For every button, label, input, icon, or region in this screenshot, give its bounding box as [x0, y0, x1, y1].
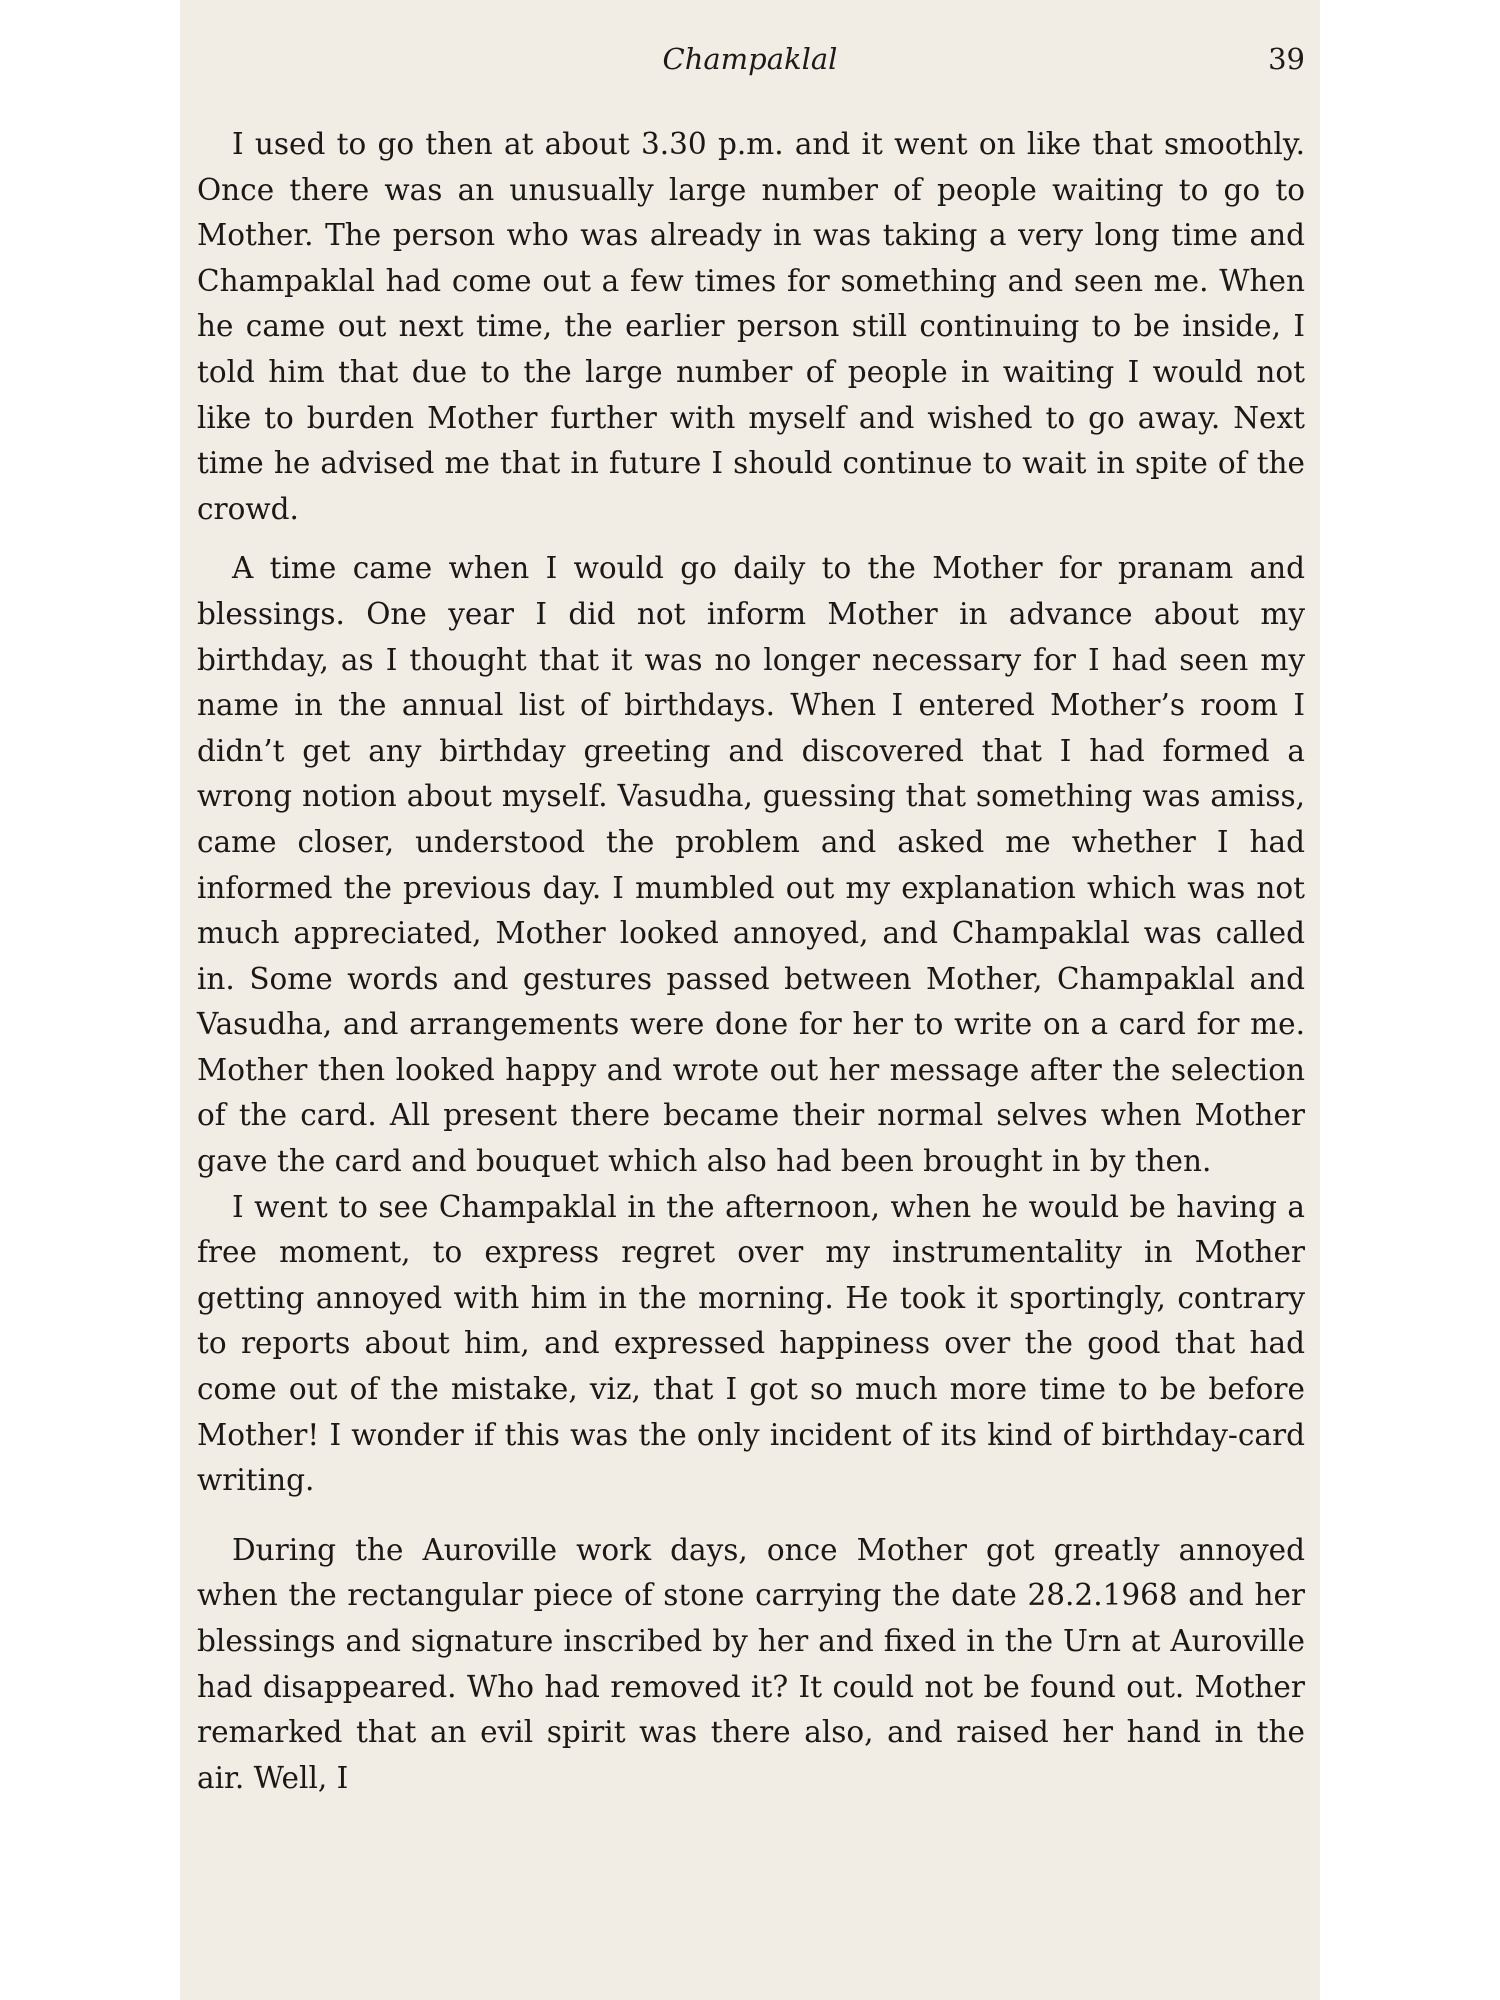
body-text: [197, 122, 1305, 1801]
book-page: [180, 0, 1320, 2000]
paragraph: A time came when I would go daily to the Mother for pranam and blessings. One year I did not inform Mother in advance about my birthday, as I thought that it was no longer necessary for I had seen my name in the annual list of birthdays. When I entered Mother’s room I didn’t get any birthday greeting and discovered that I had formed a wrong notion about myself. Vasudha, guessing that something was amiss, came closer, understood the problem and asked me whether I had informed the previous day. I mumbled out my explanation which was not much appreciated, Mother looked annoyed, and Champaklal was called in. Some words and gestures passed between Mother, Champaklal and Vasudha, and arrangements were done for her to write on a card for me. Mother then looked happy and wrote out her message after the selection of the card. All present there became their normal selves when Mother gave the card and bouquet which also had been brought in by then.: [197, 551, 1305, 1179]
page-header: [180, 36, 1320, 86]
running-title: Champaklal: [662, 42, 838, 76]
page-number: 39: [1268, 42, 1305, 76]
paragraph: During the Auroville work days, once Mother got greatly annoyed when the rectangular piece of stone carrying the date 28.2.1968 and her blessings and signature inscribed by her and fixed in the Urn at Auroville had disappeared. Who had removed it? It could not be found out. Mother remarked that an evil spirit was there also, and raised her hand in the air. Well, I: [197, 1532, 1305, 1795]
paragraph: I used to go then at about 3.30 p.m. and it went on like that smoothly. Once there was an unusually large number of people waiting to go to Mother. The person who was already in was taking a very long time and Champaklal had come out a few times for something and seen me. When he came out next time, the earlier person still continuing to be inside, I told him that due to the large number of people in waiting I would not like to burden Mother further with myself and wished to go away. Next time he advised me that in future I should continue to wait in spite of the crowd.: [197, 127, 1305, 526]
paragraph: I went to see Champaklal in the afternoon, when he would be having a free moment, to express regret over my instrumentality in Mother getting annoyed with him in the morning. He took it sportingly, contrary to reports about him, and expressed happiness over the good that had come out of the mistake, viz, that I got so much more time to be before Mother! I wonder if this was the only incident of its kind of birthday-card writing.: [197, 1189, 1305, 1498]
